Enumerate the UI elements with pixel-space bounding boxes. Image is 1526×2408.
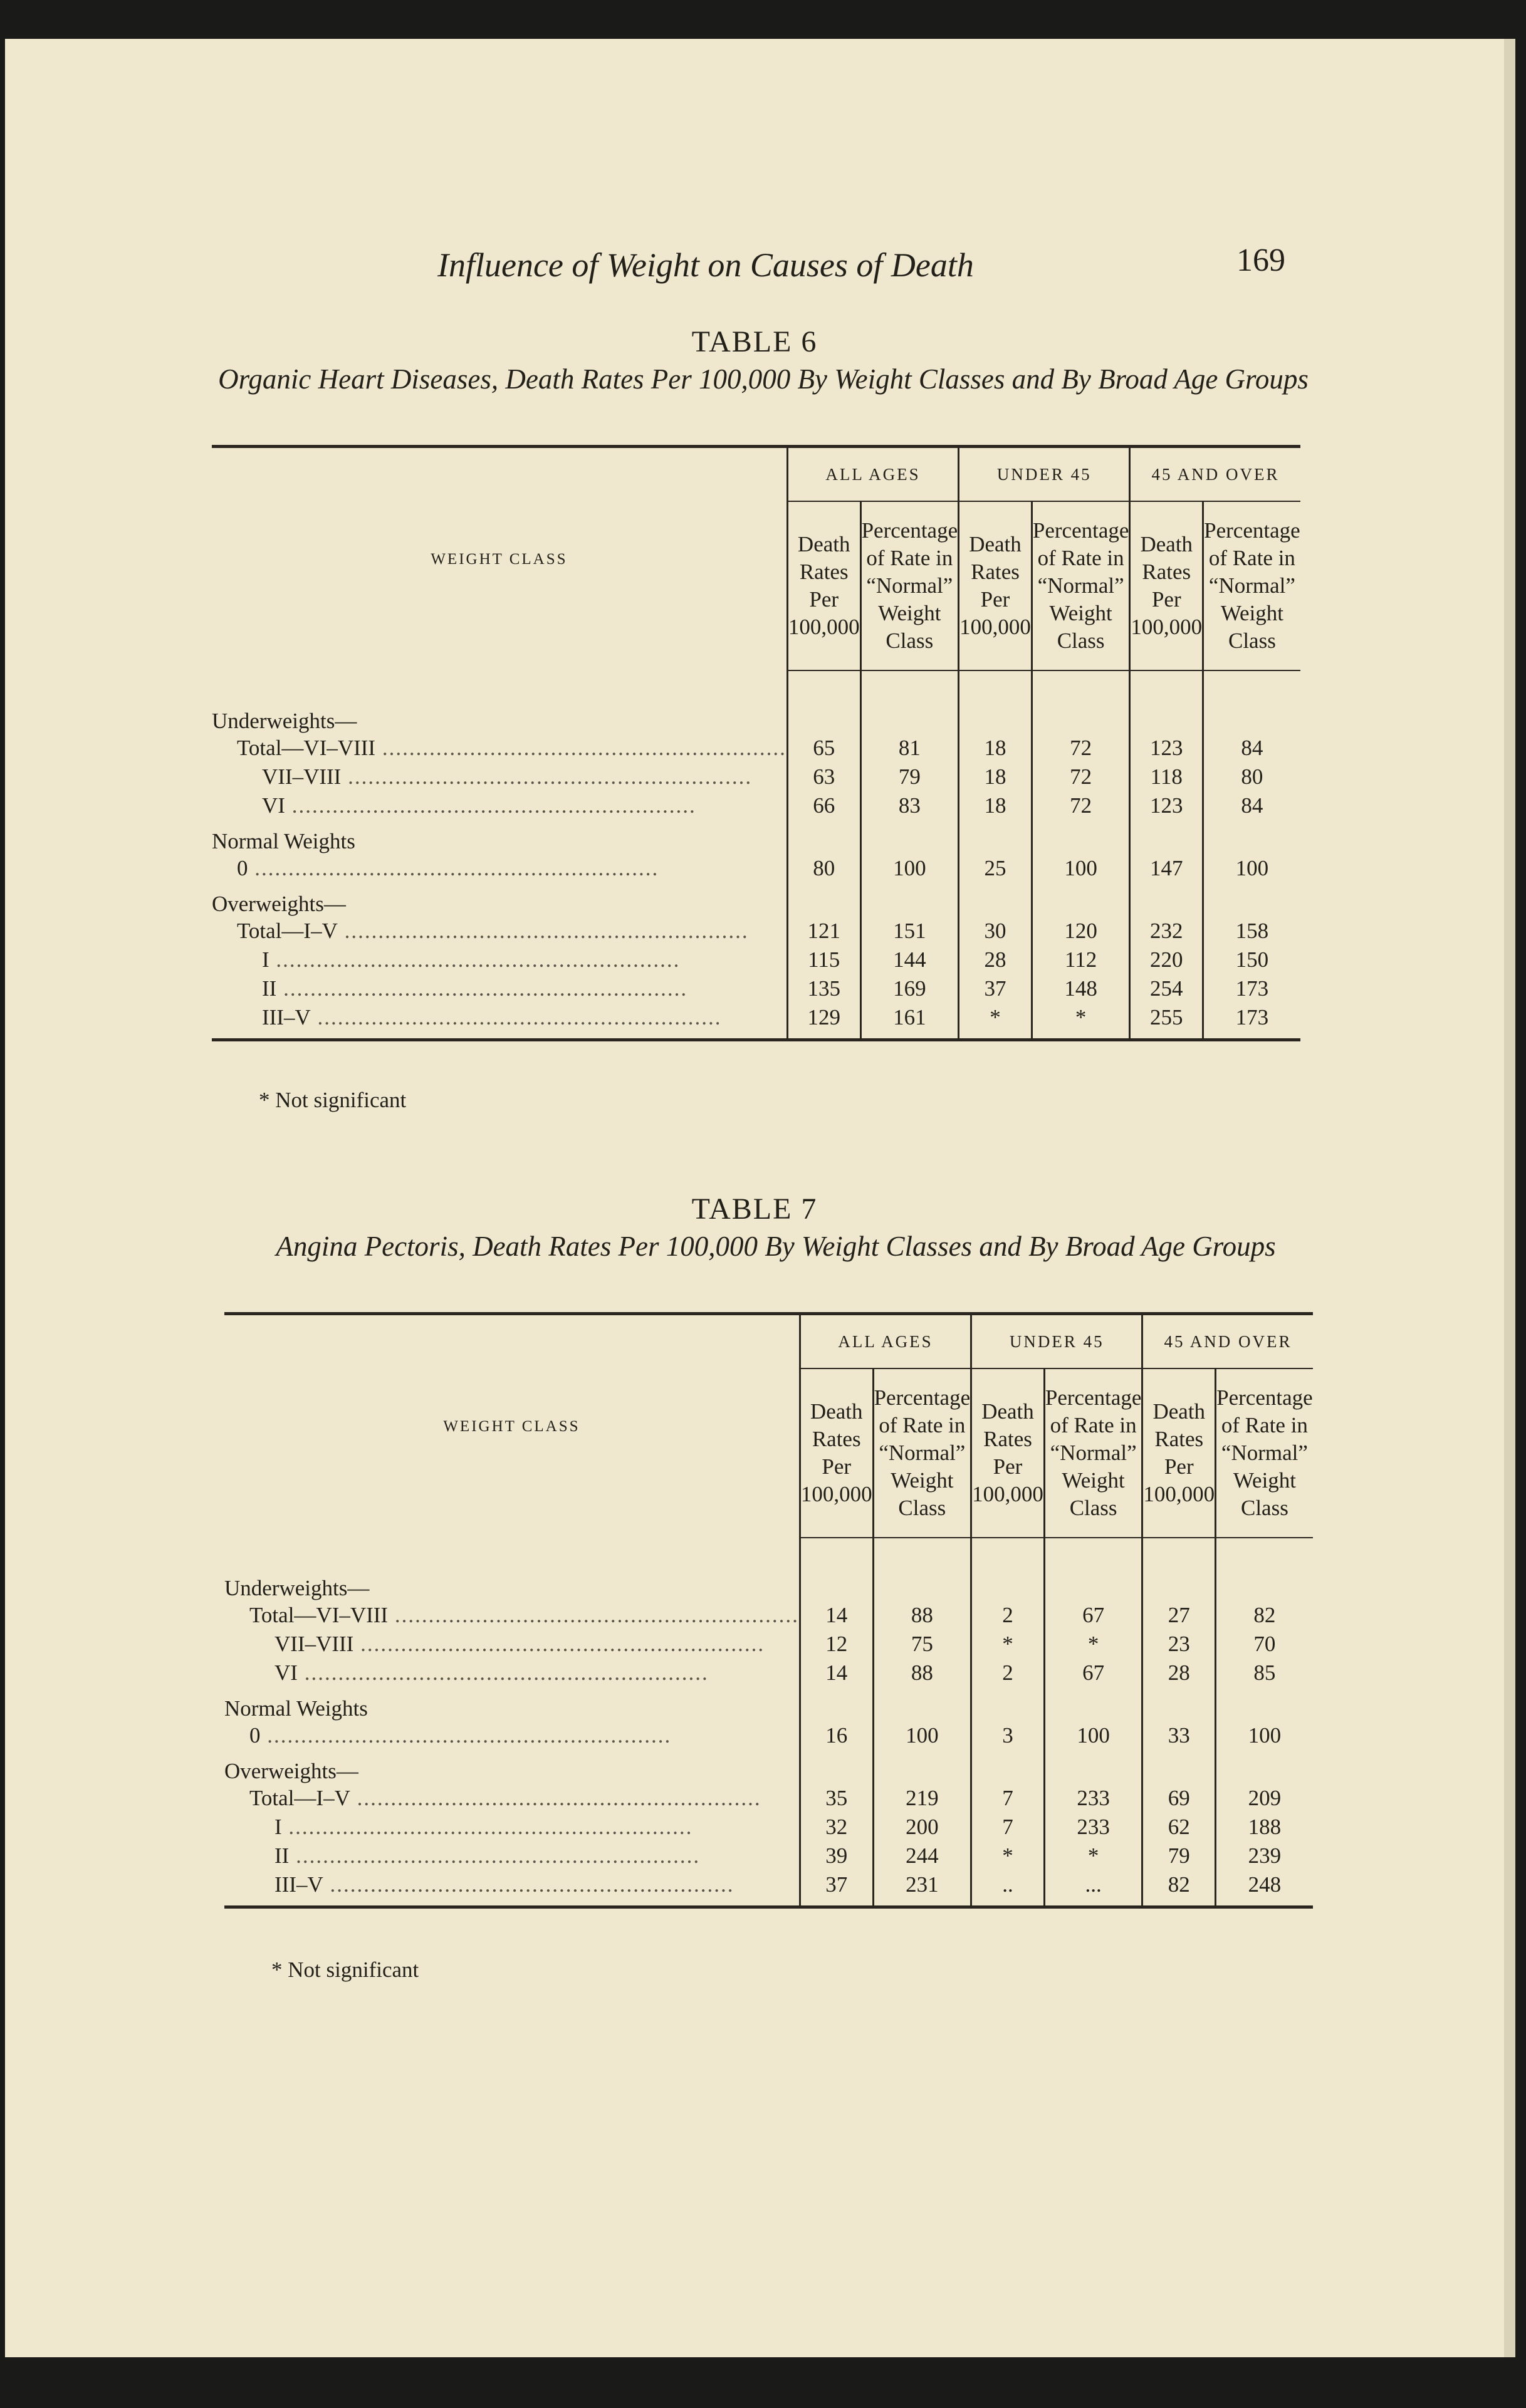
value-cell: 158: [1203, 917, 1300, 946]
value-cell: 100: [1216, 1721, 1313, 1750]
value-cell: 14: [800, 1601, 873, 1630]
value-cell: 37: [800, 1870, 873, 1907]
value-cell: 7: [971, 1784, 1045, 1813]
value-cell: 2: [971, 1601, 1045, 1630]
value-cell: 32: [800, 1813, 873, 1842]
leader-dots: ............................................................: [248, 856, 659, 880]
value-cell: 129: [787, 1003, 860, 1040]
value-cell: *: [959, 1003, 1032, 1040]
value-cell: 69: [1142, 1784, 1216, 1813]
value-cell: 220: [1130, 946, 1203, 974]
value-cell: 14: [800, 1659, 873, 1687]
value-cell: 233: [1044, 1784, 1142, 1813]
value-cell: [1032, 820, 1130, 854]
row-label-cell: [212, 734, 787, 763]
spacer-cell: [1032, 670, 1130, 700]
value-cell: [1203, 883, 1300, 917]
row-label: Total—VI–VIII: [249, 1603, 389, 1627]
value-cell: 255: [1130, 1003, 1203, 1040]
leader-dots: ............................................................: [341, 764, 753, 789]
row-label: Underweights—: [224, 1576, 370, 1600]
spacer-cell: [1130, 670, 1203, 700]
value-cell: 70: [1216, 1630, 1313, 1659]
value-cell: 248: [1216, 1870, 1313, 1907]
table-row: [224, 1567, 1313, 1601]
value-cell: 28: [1142, 1659, 1216, 1687]
leader-dots: ............................................................: [388, 1603, 799, 1627]
value-cell: 120: [1032, 917, 1130, 946]
row-label-cell: [224, 1870, 800, 1907]
value-cell: 148: [1032, 974, 1130, 1003]
row-label-cell: [212, 974, 787, 1003]
running-title: Influence of Weight on Causes of Death: [437, 246, 974, 284]
value-cell: 2: [971, 1659, 1045, 1687]
table-caption: Angina Pectoris, Death Rates Per 100,000 By Weight Classes and By Broad Age Groups: [276, 1231, 1276, 1262]
value-cell: 100: [1032, 854, 1130, 883]
value-cell: [1032, 883, 1130, 917]
table-row: [224, 1721, 1313, 1750]
percentage-subheader: Percentage of Rate in “Normal” Weight Class: [1032, 501, 1130, 670]
value-cell: 30: [959, 917, 1032, 946]
row-label-cell: [224, 1687, 800, 1721]
table-row: [224, 1687, 1313, 1721]
value-cell: 123: [1130, 734, 1203, 763]
value-cell: [787, 820, 860, 854]
row-label-cell: [224, 1813, 800, 1842]
death-rate-table: [224, 1312, 1313, 1909]
book-page: [5, 39, 1515, 2357]
value-cell: 239: [1216, 1842, 1313, 1870]
value-cell: 254: [1130, 974, 1203, 1003]
value-cell: [959, 820, 1032, 854]
row-label-cell: [212, 854, 787, 883]
value-cell: [1142, 1567, 1216, 1601]
death-rate-table: [212, 445, 1300, 1041]
value-cell: 79: [1142, 1842, 1216, 1870]
table-row: [224, 1659, 1313, 1687]
value-cell: 123: [1130, 791, 1203, 820]
row-label-cell: [224, 1567, 800, 1601]
value-cell: 18: [959, 734, 1032, 763]
value-cell: [959, 883, 1032, 917]
value-cell: 75: [873, 1630, 971, 1659]
row-label-cell: [224, 1842, 800, 1870]
value-cell: ...: [1044, 1870, 1142, 1907]
percentage-subheader: Percentage of Rate in “Normal” Weight Class: [873, 1368, 971, 1538]
value-cell: [873, 1567, 971, 1601]
value-cell: [971, 1567, 1045, 1601]
value-cell: 3: [971, 1721, 1045, 1750]
value-cell: 231: [873, 1870, 971, 1907]
leader-dots: ............................................................: [375, 736, 787, 760]
value-cell: 244: [873, 1842, 971, 1870]
value-cell: 121: [787, 917, 860, 946]
leader-dots: ............................................................: [350, 1786, 761, 1810]
value-cell: 173: [1203, 1003, 1300, 1040]
row-label-cell: [224, 1659, 800, 1687]
row-label-cell: [212, 700, 787, 734]
value-cell: [1142, 1750, 1216, 1784]
page-number: 169: [1236, 242, 1285, 278]
value-cell: 67: [1044, 1601, 1142, 1630]
value-cell: 80: [787, 854, 860, 883]
table-caption: Organic Heart Diseases, Death Rates Per 100,000 By Weight Classes and By Broad Age Groups: [218, 363, 1309, 395]
value-cell: 12: [800, 1630, 873, 1659]
death-rates-subheader: Death Rates Per 100,000: [787, 501, 860, 670]
table-row: [224, 1601, 1313, 1630]
spacer-cell: [212, 670, 787, 700]
value-cell: 150: [1203, 946, 1300, 974]
leader-dots: ............................................................: [310, 1005, 722, 1029]
table-row: [224, 1630, 1313, 1659]
value-cell: 80: [1203, 763, 1300, 791]
value-cell: 147: [1130, 854, 1203, 883]
leader-dots: ............................................................: [281, 1815, 693, 1839]
value-cell: 169: [860, 974, 959, 1003]
value-cell: 67: [1044, 1659, 1142, 1687]
row-label: VI: [274, 1660, 298, 1685]
leader-dots: ............................................................: [289, 1843, 701, 1868]
value-cell: 100: [860, 854, 959, 883]
row-label-cell: [212, 883, 787, 917]
value-cell: 18: [959, 763, 1032, 791]
row-label-cell: [224, 1784, 800, 1813]
row-label: I: [262, 947, 269, 972]
value-cell: [860, 820, 959, 854]
value-cell: 209: [1216, 1784, 1313, 1813]
row-label-cell: [212, 917, 787, 946]
row-label-cell: [224, 1601, 800, 1630]
value-cell: 173: [1203, 974, 1300, 1003]
spacer-cell: [224, 1538, 800, 1567]
spacer-cell: [873, 1538, 971, 1567]
page-header: [5, 242, 1504, 296]
value-cell: [971, 1750, 1045, 1784]
leader-dots: ............................................................: [260, 1723, 672, 1748]
value-cell: 37: [959, 974, 1032, 1003]
value-cell: 188: [1216, 1813, 1313, 1842]
table-row: [224, 1784, 1313, 1813]
spacer-cell: [800, 1538, 873, 1567]
leader-dots: ............................................................: [297, 1660, 709, 1685]
row-label: VI: [262, 793, 285, 818]
spacer-cell: [787, 670, 860, 700]
table-row: [212, 883, 1300, 917]
value-cell: [873, 1750, 971, 1784]
row-label: Total—VI–VIII: [237, 736, 376, 760]
value-cell: [1216, 1750, 1313, 1784]
footnote: * Not significant: [259, 1088, 407, 1112]
value-cell: [873, 1687, 971, 1721]
table-row: [224, 1842, 1313, 1870]
value-cell: 100: [1044, 1721, 1142, 1750]
value-cell: [1044, 1750, 1142, 1784]
table-row: [224, 1813, 1313, 1842]
value-cell: 82: [1216, 1601, 1313, 1630]
value-cell: [1216, 1687, 1313, 1721]
table-row: [212, 946, 1300, 974]
percentage-subheader: Percentage of Rate in “Normal” Weight Class: [1216, 1368, 1313, 1538]
value-cell: [1130, 883, 1203, 917]
value-cell: [800, 1567, 873, 1601]
row-label-cell: [212, 763, 787, 791]
table-row: [212, 917, 1300, 946]
row-label-cell: [212, 791, 787, 820]
table-row: [212, 854, 1300, 883]
value-cell: 18: [959, 791, 1032, 820]
value-cell: 100: [1203, 854, 1300, 883]
value-cell: 118: [1130, 763, 1203, 791]
value-cell: 135: [787, 974, 860, 1003]
weight-class-header: WEIGHT CLASS: [224, 1314, 800, 1538]
spacer-cell: [1044, 1538, 1142, 1567]
value-cell: 62: [1142, 1813, 1216, 1842]
value-cell: [1044, 1567, 1142, 1601]
table-row: [224, 1870, 1313, 1907]
leader-dots: ............................................................: [269, 947, 681, 972]
spacer-cell: [1216, 1538, 1313, 1567]
value-cell: [959, 700, 1032, 734]
table-heading: TABLE 7: [691, 1192, 818, 1226]
value-cell: [787, 700, 860, 734]
value-cell: [1216, 1567, 1313, 1601]
table-row: [212, 791, 1300, 820]
value-cell: 84: [1203, 734, 1300, 763]
value-cell: [1203, 820, 1300, 854]
value-cell: 25: [959, 854, 1032, 883]
value-cell: 23: [1142, 1630, 1216, 1659]
row-label-cell: [224, 1630, 800, 1659]
value-cell: [1203, 700, 1300, 734]
value-cell: 84: [1203, 791, 1300, 820]
row-label: Total—I–V: [249, 1786, 350, 1810]
value-cell: 72: [1032, 734, 1130, 763]
value-cell: [1032, 700, 1130, 734]
value-cell: 35: [800, 1784, 873, 1813]
table-row: [212, 734, 1300, 763]
value-cell: [1044, 1687, 1142, 1721]
row-label-cell: [212, 1003, 787, 1040]
table-row: [212, 763, 1300, 791]
value-cell: *: [1044, 1630, 1142, 1659]
row-label-cell: [224, 1750, 800, 1784]
row-label: Overweights—: [212, 892, 346, 916]
table-row: [212, 974, 1300, 1003]
value-cell: 27: [1142, 1601, 1216, 1630]
table-row: [212, 820, 1300, 854]
row-label: Normal Weights: [212, 829, 355, 853]
column-group-header: ALL AGES: [800, 1314, 971, 1369]
leader-dots: ............................................................: [276, 976, 688, 1001]
value-cell: 79: [860, 763, 959, 791]
value-cell: *: [1044, 1842, 1142, 1870]
value-cell: 161: [860, 1003, 959, 1040]
column-group-header: 45 AND OVER: [1142, 1314, 1313, 1369]
spacer-cell: [860, 670, 959, 700]
column-group-header: UNDER 45: [959, 447, 1130, 502]
spacer-cell: [1142, 1538, 1216, 1567]
row-label: Normal Weights: [224, 1696, 368, 1721]
death-rates-subheader: Death Rates Per 100,000: [971, 1368, 1045, 1538]
value-cell: 232: [1130, 917, 1203, 946]
value-cell: [1130, 820, 1203, 854]
death-rates-subheader: Death Rates Per 100,000: [1130, 501, 1203, 670]
value-cell: 72: [1032, 763, 1130, 791]
value-cell: 88: [873, 1601, 971, 1630]
value-cell: 115: [787, 946, 860, 974]
row-label: II: [262, 976, 277, 1001]
weight-class-header: WEIGHT CLASS: [212, 447, 787, 671]
value-cell: [971, 1687, 1045, 1721]
column-group-header: ALL AGES: [787, 447, 958, 502]
leader-dots: ............................................................: [285, 793, 696, 818]
value-cell: [860, 700, 959, 734]
value-cell: 81: [860, 734, 959, 763]
death-rates-subheader: Death Rates Per 100,000: [800, 1368, 873, 1538]
value-cell: 82: [1142, 1870, 1216, 1907]
leader-dots: ............................................................: [353, 1632, 765, 1656]
value-cell: 83: [860, 791, 959, 820]
footnote: * Not significant: [271, 1957, 419, 1982]
value-cell: [860, 883, 959, 917]
value-cell: 112: [1032, 946, 1130, 974]
value-cell: 219: [873, 1784, 971, 1813]
row-label-cell: [212, 820, 787, 854]
percentage-subheader: Percentage of Rate in “Normal” Weight Class: [1044, 1368, 1142, 1538]
table-heading: TABLE 6: [691, 325, 818, 358]
value-cell: 85: [1216, 1659, 1313, 1687]
table-row: [224, 1750, 1313, 1784]
row-label-cell: [224, 1721, 800, 1750]
row-label: VII–VIII: [262, 764, 342, 789]
leader-dots: ............................................................: [323, 1872, 734, 1897]
value-cell: [1130, 700, 1203, 734]
death-rates-subheader: Death Rates Per 100,000: [959, 501, 1032, 670]
value-cell: 100: [873, 1721, 971, 1750]
value-cell: 66: [787, 791, 860, 820]
leader-dots: ............................................................: [337, 919, 749, 943]
value-cell: 63: [787, 763, 860, 791]
value-cell: [800, 1750, 873, 1784]
value-cell: 200: [873, 1813, 971, 1842]
percentage-subheader: Percentage of Rate in “Normal” Weight Class: [1203, 501, 1300, 670]
value-cell: 151: [860, 917, 959, 946]
spacer-cell: [971, 1538, 1045, 1567]
value-cell: 88: [873, 1659, 971, 1687]
value-cell: *: [971, 1842, 1045, 1870]
value-cell: 7: [971, 1813, 1045, 1842]
value-cell: [800, 1687, 873, 1721]
death-rates-subheader: Death Rates Per 100,000: [1142, 1368, 1216, 1538]
value-cell: *: [971, 1630, 1045, 1659]
value-cell: 33: [1142, 1721, 1216, 1750]
table-row: [212, 700, 1300, 734]
row-label: VII–VIII: [274, 1632, 354, 1656]
percentage-subheader: Percentage of Rate in “Normal” Weight Class: [860, 501, 959, 670]
value-cell: ..: [971, 1870, 1045, 1907]
row-label: II: [274, 1843, 290, 1868]
row-label: III–V: [262, 1005, 311, 1029]
row-label: Underweights—: [212, 709, 357, 733]
value-cell: *: [1032, 1003, 1130, 1040]
row-label: III–V: [274, 1872, 323, 1897]
value-cell: 39: [800, 1842, 873, 1870]
value-cell: 28: [959, 946, 1032, 974]
row-label: I: [274, 1815, 282, 1839]
value-cell: 65: [787, 734, 860, 763]
row-label-cell: [212, 946, 787, 974]
spacer-cell: [1203, 670, 1300, 700]
value-cell: 72: [1032, 791, 1130, 820]
row-label: 0: [237, 856, 248, 880]
value-cell: 144: [860, 946, 959, 974]
value-cell: 233: [1044, 1813, 1142, 1842]
row-label: Overweights—: [224, 1759, 358, 1783]
column-group-header: 45 AND OVER: [1130, 447, 1300, 502]
value-cell: [1142, 1687, 1216, 1721]
spacer-cell: [959, 670, 1032, 700]
value-cell: [787, 883, 860, 917]
row-label: 0: [249, 1723, 261, 1748]
table-row: [212, 1003, 1300, 1040]
value-cell: 16: [800, 1721, 873, 1750]
column-group-header: UNDER 45: [971, 1314, 1142, 1369]
row-label: Total—I–V: [237, 919, 338, 943]
